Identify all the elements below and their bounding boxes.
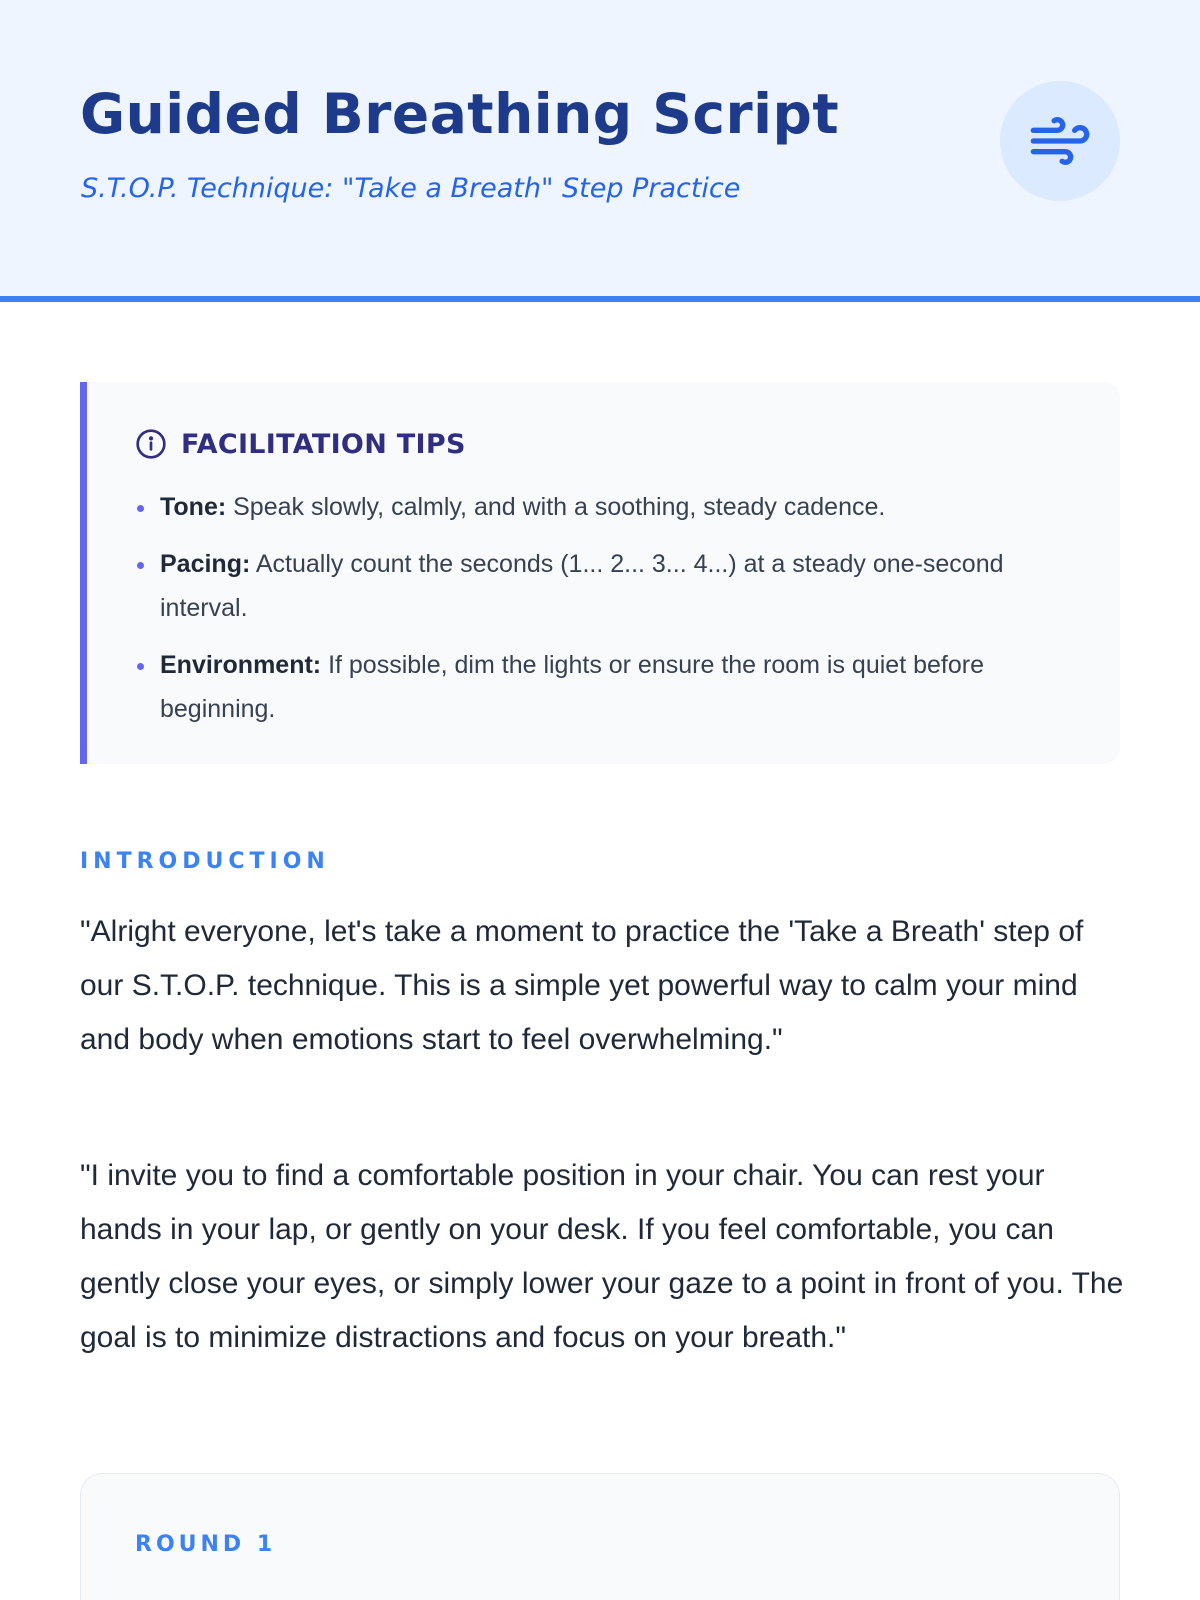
page-title: Guided Breathing Script <box>80 82 840 146</box>
tip-label: Tone: <box>160 493 227 521</box>
tip-label: Environment: <box>160 651 322 679</box>
page-header <box>0 0 1200 302</box>
tip-label: Pacing: <box>160 550 251 578</box>
tip-text: If possible, dim the lights or ensure the room is quiet before beginning. <box>160 651 984 723</box>
introduction-paragraph: "I invite you to find a comfortable position in your chair. You can rest your hands in your lap, or gently on your desk. If you feel comfortable, you can gently close your eyes, or simply lower your gaze to a point in front of you. The goal is to minimize distractions and focus on your breath." <box>80 1159 1124 1354</box>
wind-icon-badge <box>1000 81 1120 201</box>
tip-text: Actually count the seconds (1... 2... 3... 4...) at a steady one-second interval. <box>160 550 1004 622</box>
tips-heading-text: FACILITATION TIPS <box>181 428 466 460</box>
info-icon <box>135 428 167 460</box>
introduction-paragraph: "Alright everyone, let's take a moment to practice the 'Take a Breath' step of our S.T.O.P. technique. This is a simple yet powerful way to calm your mind and body when emotions start to feel overwhelming." <box>80 915 1084 1056</box>
page-subtitle: S.T.O.P. Technique: "Take a Breath" Step Practice <box>81 173 741 204</box>
tip-item-pacing <box>137 542 1037 630</box>
tips-heading <box>135 428 466 460</box>
round-label: ROUND 1 <box>135 1532 277 1557</box>
tip-item-environment <box>137 643 1037 731</box>
tip-item-tone <box>137 485 1037 529</box>
tip-text: Speak slowly, calmly, and with a soothing, steady cadence. <box>226 493 886 521</box>
introduction-section-label: INTRODUCTION <box>80 849 330 874</box>
facilitation-tips-panel <box>80 382 1120 764</box>
tips-list <box>137 485 1037 744</box>
wind-icon <box>1028 109 1092 173</box>
round-1-card <box>80 1473 1120 1600</box>
